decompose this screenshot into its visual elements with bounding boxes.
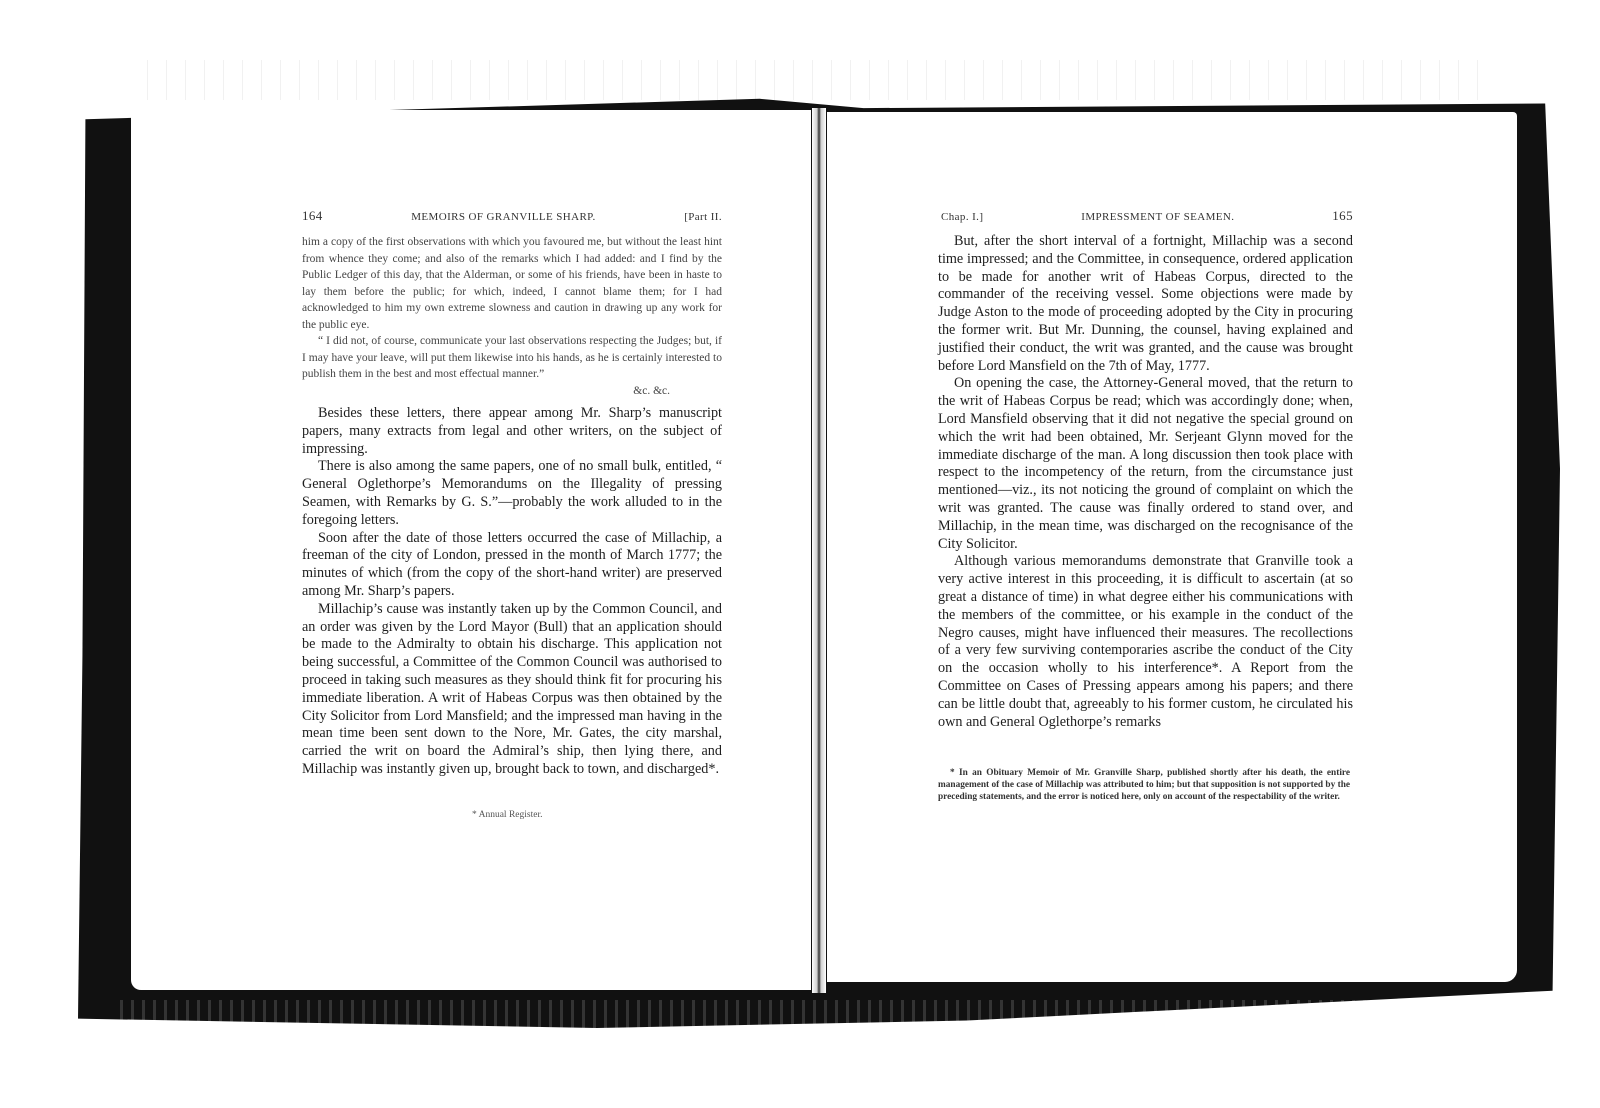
letter-paragraph: “ I did not, of course, communicate your last observations respecting the Judges; but, if I may have your leave, will put them likewise into his hands, as he is certainly interested to publish them in the best and most effectual manner.” <box>302 335 722 380</box>
body-paragraph: There is also among the same papers, one of no small bulk, entitled, “ General Oglethorpe’s Memorandums on the Illegality of pressing Seamen, with Remarks by G. S.”—probably the work alluded to in the foregoing letters. <box>302 458 722 528</box>
book-gutter <box>812 108 826 993</box>
body-paragraph: On opening the case, the Attorney-General moved, that the return to the writ of Habeas Corpus be read; which was accordingly done; when, Lord Mansfield observing that it did not negative the special ground on which the writ had been obtained, Mr. Serjeant Glynn moved for the immediate discharge of the man. A long discussion then took place with respect to the incompetency of the return, from the circumstance just mentioned—viz., its not noticing the ground of complaint on which the writ was granted. The cause was finally ordered to stand over, and Millachip, in the mean time, was discharged on the recognisance of the City Solicitor. <box>938 375 1353 552</box>
right-body-text <box>938 233 1353 731</box>
left-page-header <box>302 208 722 224</box>
left-page-number: 164 <box>302 208 323 223</box>
body-paragraph: Besides these letters, there appear among Mr. Sharp’s manuscript papers, many extracts from legal and other writers, on the subject of impressing. <box>302 405 722 457</box>
scan-noise-top <box>140 60 1480 100</box>
right-page-number: 165 <box>1332 208 1353 223</box>
scan-noise-bottom <box>120 1000 1540 1030</box>
left-footnote: * Annual Register. <box>472 810 543 820</box>
body-paragraph: Although various memorandums demonstrate that Granville took a very active interest in this proceeding, it is difficult to ascertain (at so great a distance of time) in what degree either his communications with the members of the committee, or his example in the conduct of the Negro causes, might have influenced their measures. The recollections of a very few surviving contemporaries ascribe the conduct of the City on the occasion wholly to his interference*. A Report from the Committee on Cases of Pressing appears among his papers; and there can be little doubt that, agreeably to his former custom, he circulated his own and General Oglethorpe’s remarks <box>938 553 1353 730</box>
right-footnote <box>938 768 1350 803</box>
body-paragraph: Soon after the date of those letters occurred the case of Millachip, a freeman of the city of London, pressed in the month of March 1777; the minutes of which (from the copy of the short-hand writer) are preserved among Mr. Sharp’s papers. <box>302 529 722 599</box>
body-paragraph: Millachip’s cause was instantly taken up by the Common Council, and an order was given by the Lord Mayor (Bull) that an application should be made to the Admiralty to obtain his discharge. This application not being successful, a Committee of the Common Council was authorised to proceed in taking such measures as they should think fit for procuring his immediate liberation. A writ of Habeas Corpus was then obtained by the City Solicitor from Lord Mansfield; and the impressed man having in the mean time been sent down to the Nore, Mr. Gates, the city marshal, carried the writ on board the Admiral’s ship, then lying there, and Millachip was instantly given up, brought back to town, and discharged*. <box>302 600 722 777</box>
left-body-text <box>302 405 722 779</box>
left-part-label: [Part II. <box>684 211 722 223</box>
footnote-text: * In an Obituary Memoir of Mr. Granville Sharp, published shortly after his death, the entire management of the case of Millachip was attributed to him; but that supposition is not supported by the preceding statements, and the error is noticed here, only on account of the respectability of the writer. <box>938 768 1350 802</box>
right-chapter-label: Chap. I.] <box>941 211 984 223</box>
left-running-title: MEMOIRS OF GRANVILLE SHARP. <box>411 211 596 223</box>
letter-paragraph: him a copy of the first observations with which you favoured me, but without the least hint from whence they come; and also of the remarks which I had added: and I find by the Public Ledger of this day, that the Alderman, or some of his friends, have been in haste to lay them before the public; for which, indeed, I cannot blame them; for I had acknowledged to him my own extreme slowness and caution in drawing up any work for the public eye. <box>302 236 722 331</box>
right-page-header <box>941 208 1353 224</box>
letter-signoff: &c. &c. <box>633 384 670 397</box>
right-running-title: IMPRESSMENT OF SEAMEN. <box>1081 211 1235 223</box>
body-paragraph: But, after the short interval of a fortnight, Millachip was a second time impressed; and the Committee, in consequence, ordered application to be made for another writ of Habeas Corpus, directed to the commander of the receiving vessel. Some objections were made by Judge Aston to the mode of proceeding adopted by the City in procuring the former writ. But Mr. Dunning, the counsel, having explained and justified their conduct, the writ was granted, and the cause was brought before Lord Mansfield on the 7th of May, 1777. <box>938 233 1353 374</box>
letter-excerpt <box>302 234 722 399</box>
